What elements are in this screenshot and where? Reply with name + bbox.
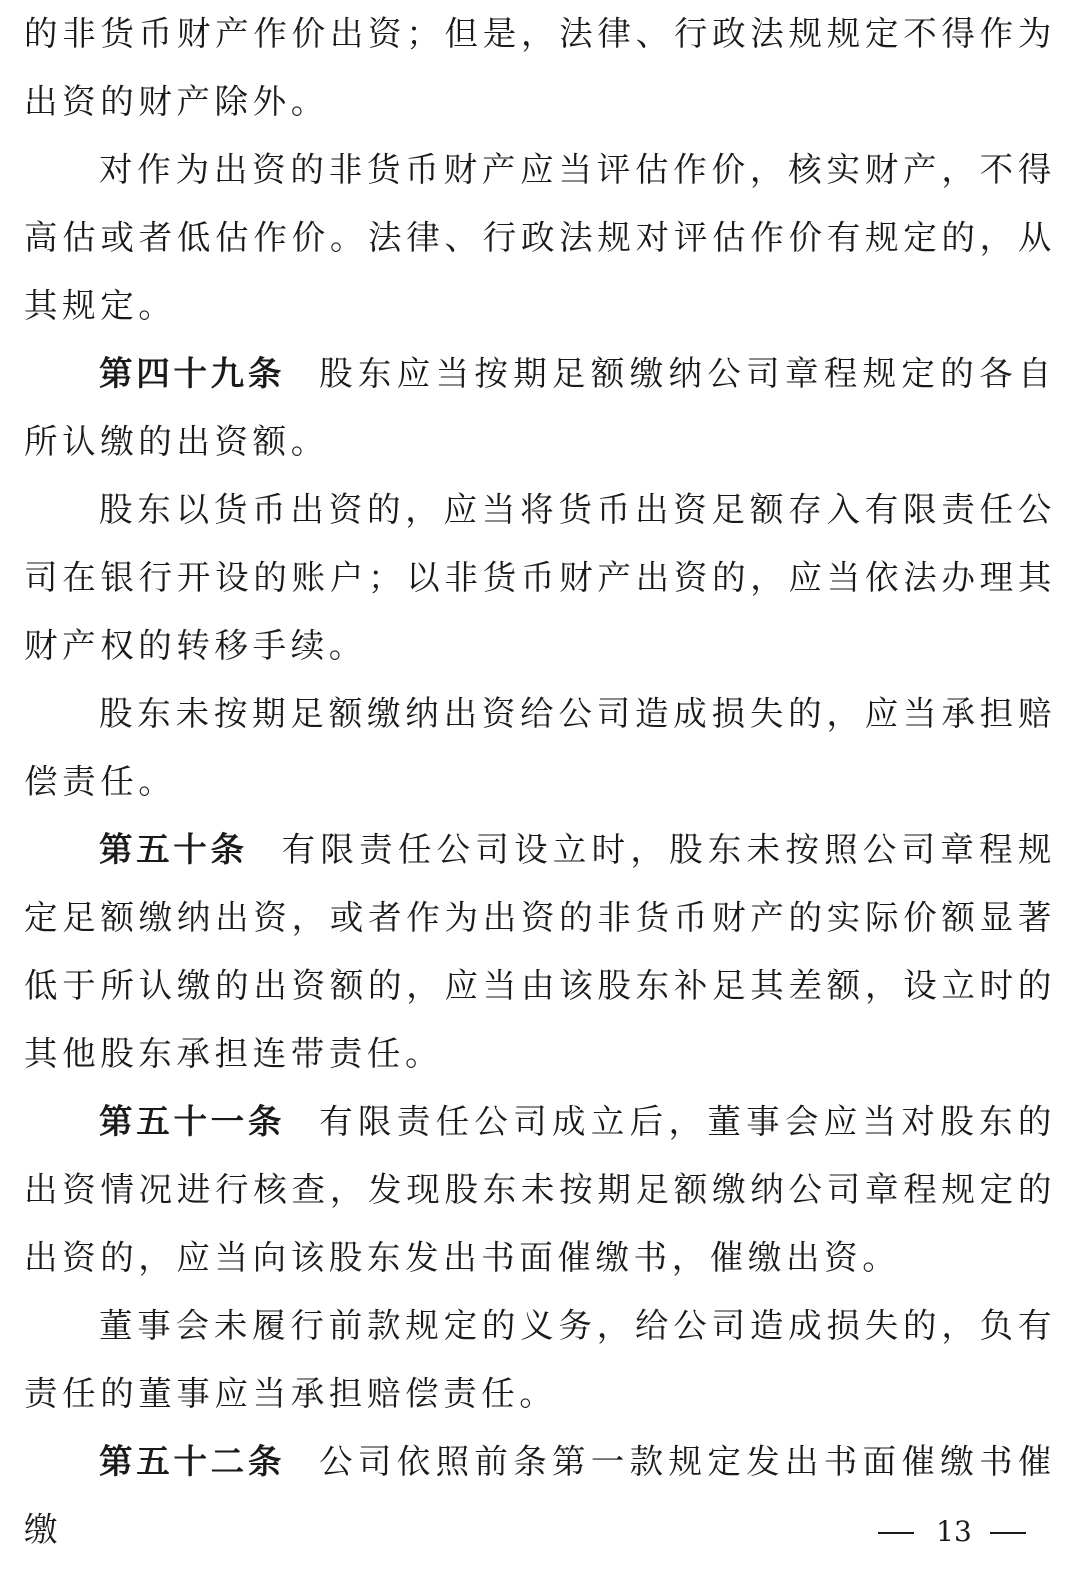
page-number: 13 xyxy=(936,1515,972,1548)
article-50 xyxy=(24,816,1056,1088)
paragraph-continuation xyxy=(24,0,1056,136)
article-heading: 第五十二条 xyxy=(99,1442,286,1481)
paragraph-text: 董事会未履行前款规定的义务，给公司造成损失的，负有责任的董事应当承担赔偿责任。 xyxy=(24,1306,1056,1413)
article-heading: 第五十一条 xyxy=(99,1102,286,1141)
article-51 xyxy=(24,1088,1056,1292)
paragraph xyxy=(24,680,1056,816)
page-footer xyxy=(0,1512,1080,1552)
paragraph-text: 有限责任公司成立后，董事会应当对股东的出资情况进行核查，发现股东未按期足额缴纳公司章程规定的出资的，应当向该股东发出书面催缴书，催缴出资。 xyxy=(24,1102,1056,1277)
paragraph-text: 对作为出资的非货币财产应当评估作价，核实财产，不得高估或者低估作价。法律、行政法规对评估作价有规定的，从其规定。 xyxy=(24,150,1056,325)
document-body xyxy=(24,0,1056,1564)
paragraph xyxy=(24,136,1056,340)
article-49 xyxy=(24,340,1056,476)
paragraph-text: 股东应当按期足额缴纳公司章程规定的各自所认缴的出资额。 xyxy=(24,354,1056,461)
paragraph-text: 股东未按期足额缴纳出资给公司造成损失的，应当承担赔偿责任。 xyxy=(24,694,1056,801)
paragraph-text: 公司依照前条第一款规定发出书面催缴书催缴 xyxy=(24,1442,1056,1549)
paragraph xyxy=(24,1292,1056,1428)
article-heading: 第五十条 xyxy=(99,830,248,869)
footer-dash-left xyxy=(878,1532,914,1534)
footer-dash-right xyxy=(990,1532,1026,1534)
paragraph-text: 股东以货币出资的，应当将货币出资足额存入有限责任公司在银行开设的账户；以非货币财产出资的，应当依法办理其财产权的转移手续。 xyxy=(24,490,1056,665)
article-heading: 第四十九条 xyxy=(99,354,286,393)
paragraph-text: 的非货币财产作价出资；但是，法律、行政法规规定不得作为出资的财产除外。 xyxy=(24,14,1056,121)
paragraph-text: 有限责任公司设立时，股东未按照公司章程规定足额缴纳出资，或者作为出资的非货币财产的实际价额显著低于所认缴的出资额的，应当由该股东补足其差额，设立时的其他股东承担连带责任。 xyxy=(24,830,1056,1073)
paragraph xyxy=(24,476,1056,680)
